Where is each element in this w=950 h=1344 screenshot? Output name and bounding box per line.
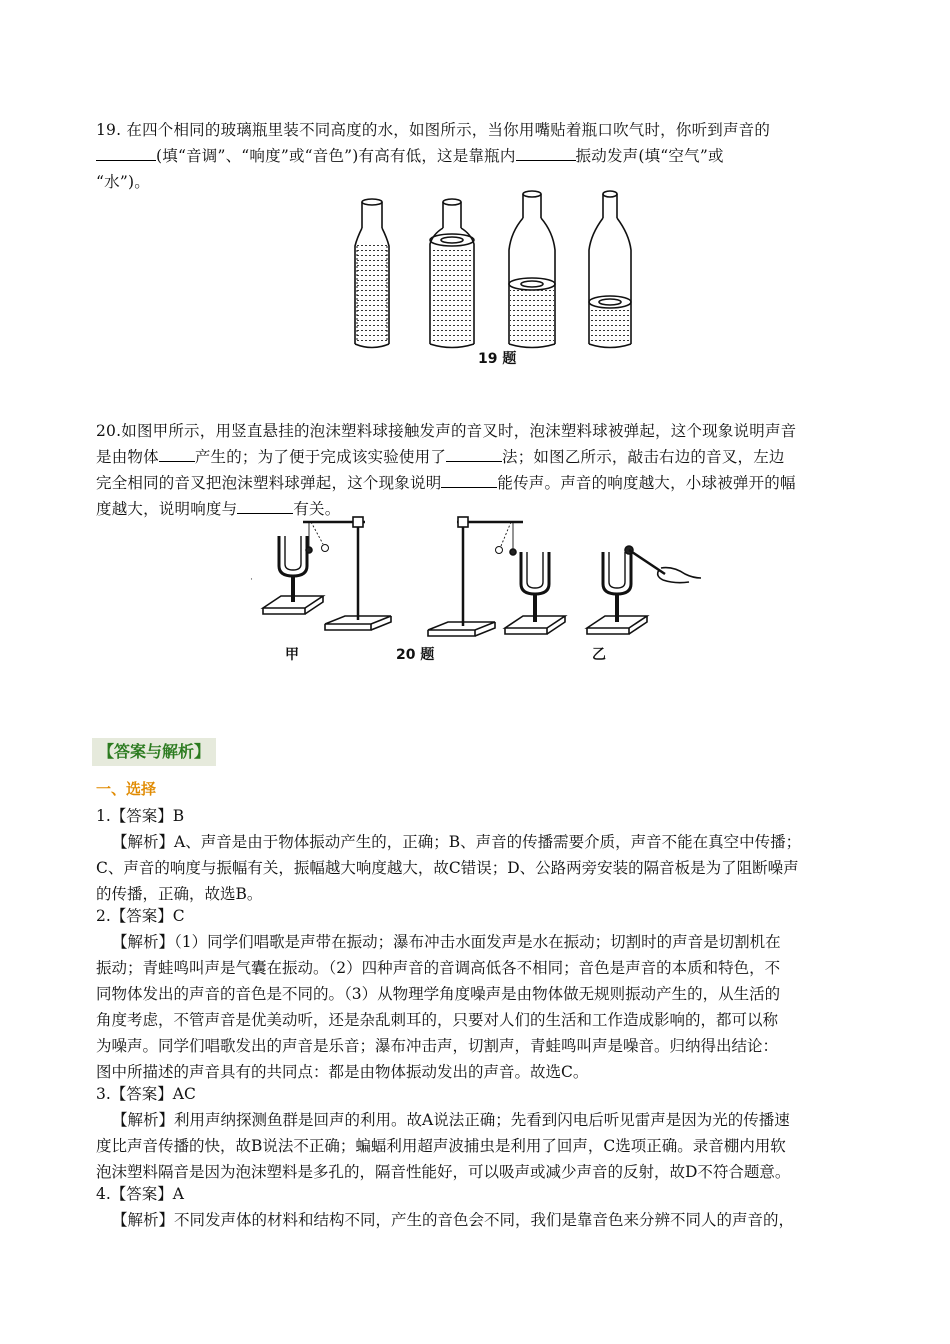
- bottle-4: [589, 191, 631, 348]
- figure-20-label-right: 乙: [592, 647, 606, 663]
- answers-subtitle: 一、选择: [96, 780, 157, 798]
- tuning-fork-left: [263, 536, 323, 614]
- answer-blank[interactable]: [446, 445, 502, 462]
- bottle-3: [509, 191, 555, 348]
- explanation-3: 【解析】利用声纳探测鱼群是回声的利用。故A说法正确；先看到闪电后听见雷声是因为光的传播速 度比声音传播的快，故B说法不正确；蝙蝠利用超声波捕虫是利用了回声，C选项正确。录音棚内用软 泡沫塑料隔音是因为泡沫塑料是多孔的，隔音性能好，可以吸声或减少声音的反射，故D不符合题意。: [96, 1111, 791, 1181]
- tuning-fork-right: [587, 552, 647, 634]
- question-19: [96, 117, 856, 195]
- figure-20-label-left: 甲: [285, 647, 299, 663]
- figure-20-tuning-forks: [245, 508, 715, 658]
- q20-line-4: 度越大，说明响度与 有关。: [96, 496, 856, 522]
- answer-blank[interactable]: [516, 144, 576, 161]
- q19-line-2: (填“音调”、“响度”或“音色”)有高有低，这是靠瓶内 振动发声(填“空气”或: [96, 143, 856, 169]
- answer-1: 1.【答案】B: [96, 807, 185, 825]
- question-20: [96, 418, 856, 522]
- answer-4: 4.【答案】A: [96, 1185, 184, 1203]
- answers-section-title: 【答案与解析】: [92, 738, 216, 766]
- q20-line-1: 20.如图甲所示，用竖直悬挂的泡沫塑料球接触发声的音叉时，泡沫塑料球被弹起，这个现象说明声音: [96, 422, 797, 440]
- answer-blank[interactable]: [96, 144, 156, 161]
- bottle-1: [355, 199, 389, 348]
- figure-20-caption: 20 题: [396, 647, 435, 663]
- q20-line-3: 完全相同的音叉把泡沫塑料球弹起，这个现象说明 能传声。声音的响度越大，小球被弹开的幅: [96, 470, 856, 496]
- answer-3: 3.【答案】AC: [96, 1085, 196, 1103]
- q19-line-3: “水”)。: [96, 173, 150, 191]
- svg-text:˙: ˙: [249, 578, 254, 589]
- explanation-4: 【解析】不同发声体的材料和结构不同，产生的音色会不同，我们是靠音色来分辨不同人的声音的，: [112, 1211, 795, 1229]
- figure-19-caption: 19 题: [478, 351, 517, 367]
- answer-2: 2.【答案】C: [96, 907, 185, 925]
- tuning-fork-middle: [505, 552, 565, 634]
- bottle-2: [430, 199, 474, 348]
- answer-blank[interactable]: [441, 471, 497, 488]
- stand-right: [428, 517, 523, 636]
- explanation-2: 【解析】（1）同学们唱歌是声带在振动；瀑布冲击水面发声是水在振动；切割时的声音是切割机在 振动；青蛙鸣叫声是气囊在振动。（2）四种声音的音调高低各不相同；音色是声音的本质和特色，不 同物体发出的声音的音色是不同的。（3）从物理学角度噪声是由物体做无规则振动产生的，从生活的 角度考虑，不管声音是优美动听，还是杂乱刺耳的，只要对人们的生活和工作造成影响的，都可以称 为噪声。同学们唱歌发出的声音是乐音；瀑布冲击声，切割声，青蛙鸣叫声是噪音。归纳得出结论： 图中所描述的声音具有的共同点：都是由物体振动发出的声音。故选C。: [96, 933, 781, 1081]
- answer-blank[interactable]: [159, 445, 195, 462]
- figure-19-bottles: [345, 188, 645, 368]
- stand-left: [303, 517, 391, 630]
- explanation-1: 【解析】A、声音是由于物体振动产生的，正确；B、声音的传播需要介质，声音不能在真空中传播； C、声音的响度与振幅有关，振幅越大响度越大，故C错误；D、公路两旁安装的隔音板是为了阻断噪声 的传播，正确，故选B。: [96, 833, 802, 903]
- mallet-hand: [625, 546, 701, 583]
- q19-line-1: 19. 在四个相同的玻璃瓶里装不同高度的水，如图所示，当你用嘴贴着瓶口吹气时，你听到声音的: [96, 121, 771, 139]
- q20-line-2: 是由物体 产生的；为了便于完成该实验使用了 法；如图乙所示，敲击右边的音叉，左边: [96, 444, 856, 470]
